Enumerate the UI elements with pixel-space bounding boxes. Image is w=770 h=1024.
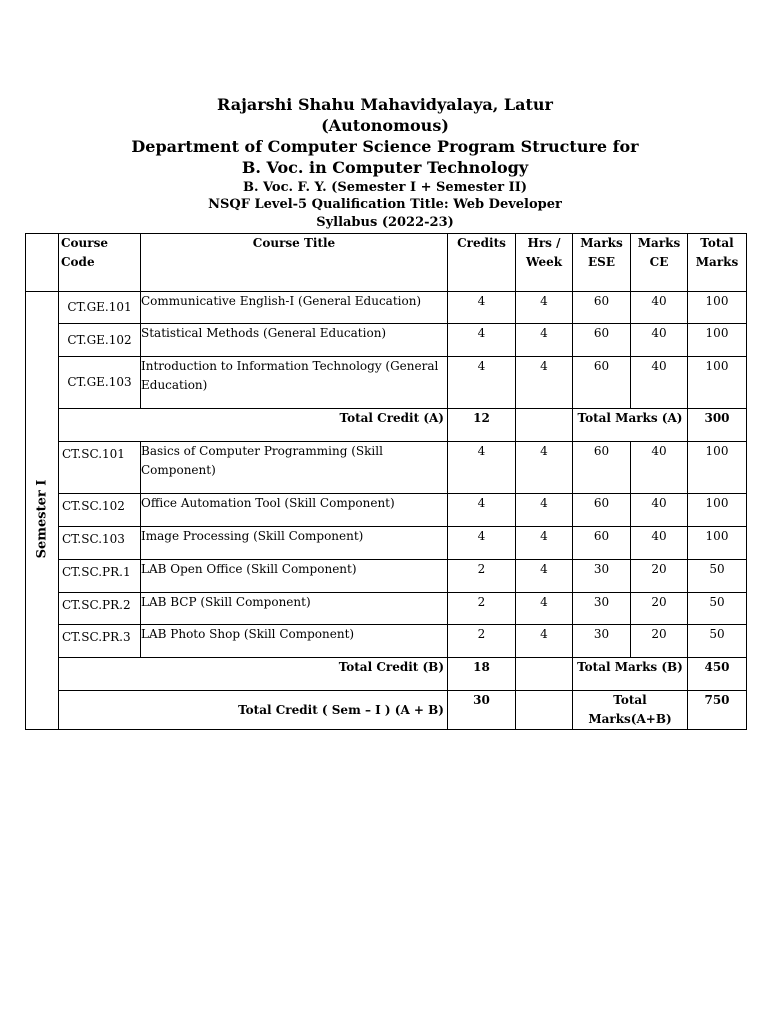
table-row bbox=[26, 560, 747, 593]
qualification-title: NSQF Level-5 Qualification Title: Web Developer bbox=[208, 197, 562, 212]
header-ese-line2: ESE bbox=[588, 255, 615, 269]
course-marks-ese: 30 bbox=[573, 625, 631, 658]
course-hrs-week: 4 bbox=[516, 560, 573, 593]
header-marks-ese bbox=[573, 234, 631, 292]
table-row bbox=[26, 625, 747, 658]
course-title: Statistical Methods (General Education) bbox=[141, 324, 448, 357]
course-marks-ce: 20 bbox=[631, 560, 688, 593]
course-credits: 4 bbox=[448, 527, 516, 560]
course-total-marks: 100 bbox=[688, 442, 747, 494]
course-credits: 4 bbox=[448, 442, 516, 494]
course-code: CT.GE.101 bbox=[59, 292, 141, 324]
table-header-row bbox=[26, 234, 747, 292]
course-hrs-week: 4 bbox=[516, 357, 573, 409]
course-hrs-week: 4 bbox=[516, 593, 573, 625]
course-code: CT.SC.PR.1 bbox=[59, 560, 141, 593]
total-row-b bbox=[26, 658, 747, 691]
college-name: Rajarshi Shahu Mahavidyalaya, Latur bbox=[217, 95, 553, 114]
total-empty-cell bbox=[516, 658, 573, 691]
header-total-line1: Total bbox=[700, 236, 734, 250]
header-hrs-week bbox=[516, 234, 573, 292]
course-marks-ce: 40 bbox=[631, 494, 688, 527]
course-marks-ese: 60 bbox=[573, 292, 631, 324]
course-marks-ese: 60 bbox=[573, 442, 631, 494]
total-marks-label: Total Marks (B) bbox=[573, 658, 688, 691]
course-code: CT.GE.103 bbox=[59, 357, 141, 409]
course-title: Introduction to Information Technology (General Education) bbox=[141, 357, 448, 409]
table-row bbox=[26, 494, 747, 527]
total-credit-value: 18 bbox=[448, 658, 516, 691]
header-course-code: Course Code bbox=[59, 234, 141, 292]
course-marks-ce: 40 bbox=[631, 442, 688, 494]
total-marks-value: 450 bbox=[688, 658, 747, 691]
total-marks-value: 300 bbox=[688, 409, 747, 442]
table-row bbox=[26, 593, 747, 625]
department-title: Department of Computer Science Program Structure for bbox=[131, 137, 639, 156]
header-total-marks bbox=[688, 234, 747, 292]
header-ce-line1: Marks bbox=[637, 236, 681, 250]
header-blank-cell bbox=[26, 234, 59, 292]
autonomous-status: (Autonomous) bbox=[321, 116, 449, 135]
program-structure-table bbox=[25, 233, 747, 730]
course-marks-ce: 20 bbox=[631, 593, 688, 625]
year-title: B. Voc. F. Y. (Semester I + Semester II) bbox=[242, 180, 527, 195]
course-marks-ce: 40 bbox=[631, 357, 688, 409]
course-marks-ese: 60 bbox=[573, 494, 631, 527]
total-row-a bbox=[26, 409, 747, 442]
table-row bbox=[26, 357, 747, 409]
course-credits: 2 bbox=[448, 560, 516, 593]
course-title: LAB Photo Shop (Skill Component) bbox=[141, 625, 448, 658]
course-credits: 2 bbox=[448, 625, 516, 658]
course-code: CT.GE.102 bbox=[59, 324, 141, 357]
course-marks-ese: 30 bbox=[573, 593, 631, 625]
semester-empty-cell bbox=[516, 691, 573, 730]
total-marks-label: Total Marks (A) bbox=[573, 409, 688, 442]
course-title: Office Automation Tool (Skill Component) bbox=[141, 494, 448, 527]
course-credits: 2 bbox=[448, 593, 516, 625]
course-hrs-week: 4 bbox=[516, 292, 573, 324]
course-title: LAB BCP (Skill Component) bbox=[141, 593, 448, 625]
course-marks-ese: 30 bbox=[573, 560, 631, 593]
semester-credit-label: Total Credit ( Sem – I ) (A + B) bbox=[59, 691, 448, 730]
header-total-line2: Marks bbox=[695, 255, 739, 269]
course-title: Image Processing (Skill Component) bbox=[141, 527, 448, 560]
total-empty-cell bbox=[516, 409, 573, 442]
header-hrs-line2: Week bbox=[525, 255, 563, 269]
course-total-marks: 100 bbox=[688, 292, 747, 324]
course-code: CT.SC.103 bbox=[59, 527, 141, 560]
total-credit-value: 12 bbox=[448, 409, 516, 442]
course-hrs-week: 4 bbox=[516, 494, 573, 527]
total-credit-label: Total Credit (B) bbox=[59, 658, 448, 691]
course-marks-ese: 60 bbox=[573, 357, 631, 409]
course-hrs-week: 4 bbox=[516, 625, 573, 658]
course-marks-ce: 20 bbox=[631, 625, 688, 658]
course-credits: 4 bbox=[448, 324, 516, 357]
semester-marks-label-line2: Marks(A+B) bbox=[588, 712, 672, 726]
course-total-marks: 100 bbox=[688, 324, 747, 357]
course-code: CT.SC.102 bbox=[59, 494, 141, 527]
table-row bbox=[26, 442, 747, 494]
table-row bbox=[26, 324, 747, 357]
course-hrs-week: 4 bbox=[516, 527, 573, 560]
total-row-semester bbox=[26, 691, 747, 730]
header-course-title: Course Title bbox=[141, 234, 448, 292]
course-marks-ese: 60 bbox=[573, 324, 631, 357]
course-credits: 4 bbox=[448, 292, 516, 324]
course-total-marks: 50 bbox=[688, 560, 747, 593]
course-marks-ce: 40 bbox=[631, 527, 688, 560]
course-marks-ese: 60 bbox=[573, 527, 631, 560]
semester-cell bbox=[26, 292, 59, 730]
header-ce-line2: CE bbox=[649, 255, 669, 269]
course-hrs-week: 4 bbox=[516, 442, 573, 494]
course-total-marks: 100 bbox=[688, 494, 747, 527]
table-row bbox=[26, 292, 747, 324]
course-marks-ce: 40 bbox=[631, 292, 688, 324]
course-title: Basics of Computer Programming (Skill Component) bbox=[141, 442, 448, 494]
course-total-marks: 50 bbox=[688, 625, 747, 658]
semester-credit-value: 30 bbox=[448, 691, 516, 730]
program-title: B. Voc. in Computer Technology bbox=[241, 158, 529, 177]
header-credits: Credits bbox=[448, 234, 516, 292]
total-credit-label: Total Credit (A) bbox=[59, 409, 448, 442]
table-row bbox=[26, 527, 747, 560]
semester-marks-value: 750 bbox=[688, 691, 747, 730]
course-credits: 4 bbox=[448, 494, 516, 527]
course-title: Communicative English-I (General Education) bbox=[141, 292, 448, 324]
header-hrs-line1: Hrs / bbox=[527, 236, 561, 250]
course-total-marks: 50 bbox=[688, 593, 747, 625]
header-ese-line1: Marks bbox=[580, 236, 623, 250]
header-marks-ce bbox=[631, 234, 688, 292]
semester-marks-label bbox=[573, 691, 688, 730]
course-code: CT.SC.PR.2 bbox=[59, 593, 141, 625]
course-total-marks: 100 bbox=[688, 357, 747, 409]
semester-label: Semester I bbox=[34, 479, 50, 559]
course-hrs-week: 4 bbox=[516, 324, 573, 357]
syllabus-year: Syllabus (2022-23) bbox=[316, 215, 454, 230]
course-marks-ce: 40 bbox=[631, 324, 688, 357]
course-code: CT.SC.PR.3 bbox=[59, 625, 141, 658]
course-title: LAB Open Office (Skill Component) bbox=[141, 560, 448, 593]
course-total-marks: 100 bbox=[688, 527, 747, 560]
semester-marks-label-line1: Total bbox=[613, 693, 647, 707]
course-credits: 4 bbox=[448, 357, 516, 409]
course-code: CT.SC.101 bbox=[59, 442, 141, 494]
